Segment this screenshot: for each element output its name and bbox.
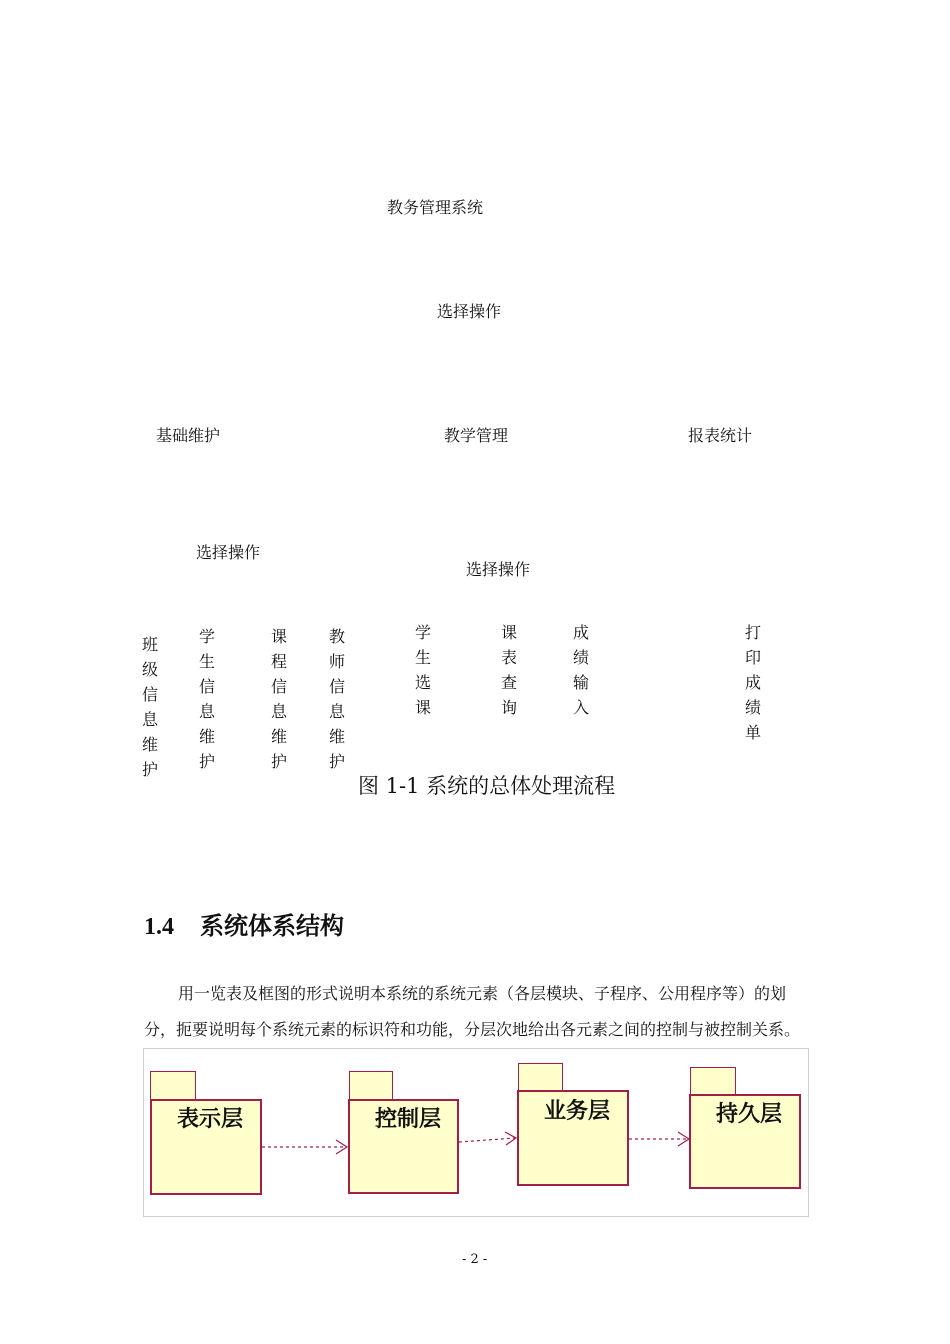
package-label-presentation: 表示层 bbox=[177, 1107, 244, 1132]
leaf-student-info: 学 生 信 息 维 护 bbox=[198, 627, 215, 771]
arrowhead-2 bbox=[505, 1132, 516, 1145]
flow-root-label: 教务管理系统 bbox=[387, 198, 484, 217]
package-tab-control bbox=[349, 1071, 393, 1101]
package-tab-business bbox=[518, 1063, 563, 1092]
figure-caption: 图 1-1 系统的总体处理流程 bbox=[358, 774, 616, 798]
leaf-print-grades: 打 印 成 绩 单 bbox=[744, 623, 761, 742]
section-title: 系统体系结构 bbox=[200, 912, 344, 940]
flow-category-basic: 基础维护 bbox=[156, 426, 221, 445]
flow-select-left: 选择操作 bbox=[196, 543, 261, 562]
flow-select-top: 选择操作 bbox=[437, 302, 502, 321]
flow-category-teaching: 教学管理 bbox=[444, 426, 509, 445]
leaf-grade-input: 成 绩 输 入 bbox=[572, 623, 589, 717]
package-label-business: 业务层 bbox=[544, 1099, 611, 1124]
arrow-control-to-business bbox=[459, 1138, 515, 1142]
leaf-course-info: 课 程 信 息 维 护 bbox=[270, 627, 287, 771]
paragraph-line-1: 用一览表及框图的形式说明本系统的系统元素（各层模块、子程序、公用程序等）的划 bbox=[178, 984, 787, 1003]
flow-select-mid: 选择操作 bbox=[466, 560, 531, 579]
paragraph-line-2: 分，扼要说明每个系统元素的标识符和功能，分层次地给出各元素之间的控制与被控制关系。 bbox=[144, 1020, 801, 1039]
leaf-class-info: 班 级 信 息 维 护 bbox=[141, 635, 158, 779]
leaf-student-course-select: 学 生 选 课 bbox=[414, 623, 431, 717]
page-number: - 2 - bbox=[462, 1252, 488, 1267]
package-label-persistence: 持久层 bbox=[716, 1102, 783, 1127]
leaf-schedule-query: 课 表 查 询 bbox=[500, 623, 517, 717]
flow-category-report: 报表统计 bbox=[688, 426, 753, 445]
package-tab-persistence bbox=[690, 1067, 736, 1096]
package-tab-presentation bbox=[150, 1071, 196, 1101]
section-number: 1.4 bbox=[144, 914, 174, 940]
package-label-control: 控制层 bbox=[375, 1107, 442, 1132]
leaf-teacher-info: 教 师 信 息 维 护 bbox=[328, 627, 345, 771]
